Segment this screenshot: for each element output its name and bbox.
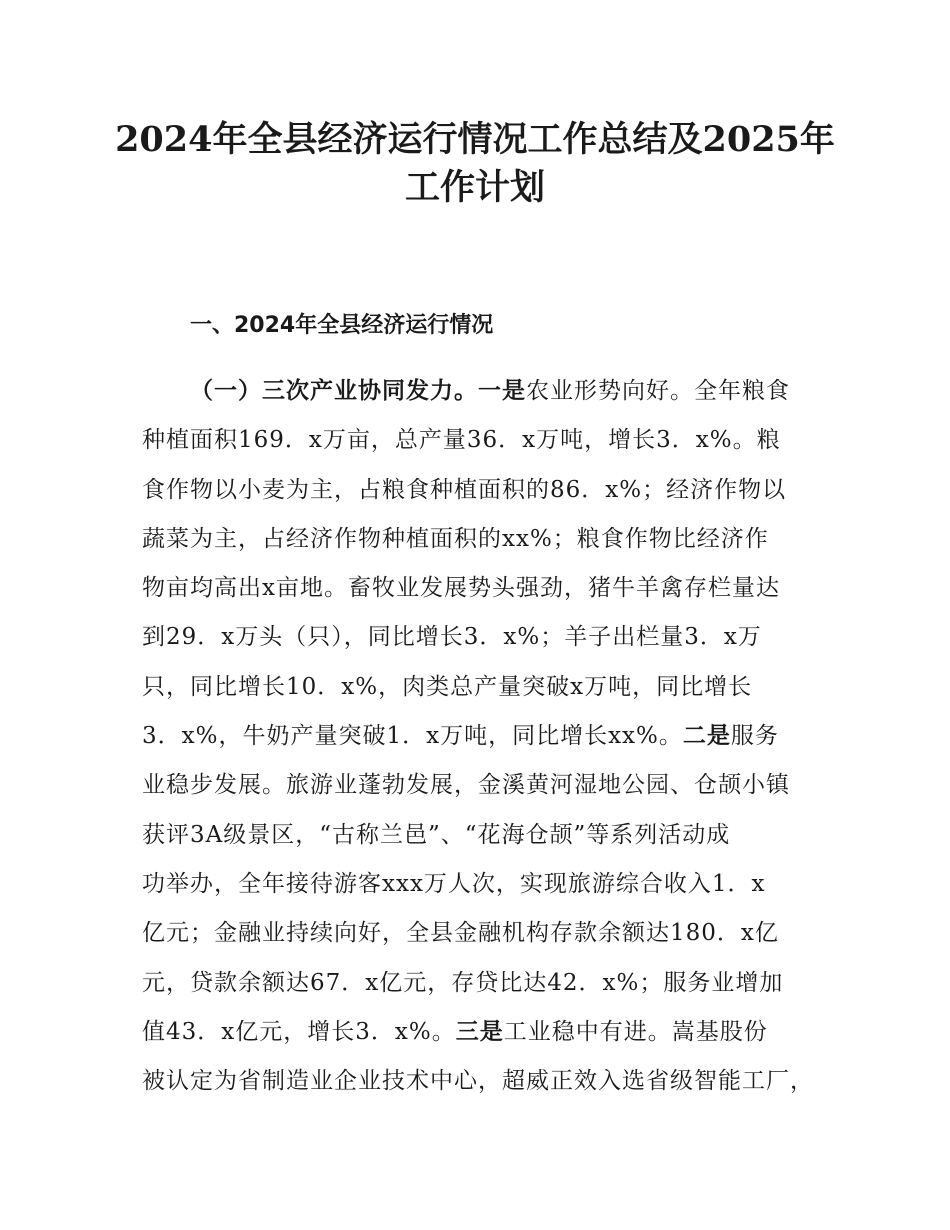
text-run: 食作物以小麦为主，占粮食种植面积的86．x%；经济作物以	[142, 476, 787, 503]
text-run: 元，贷款余额达67．x亿元，存贷比达42．x%；服务业增加	[142, 969, 784, 996]
paragraph-line	[142, 909, 832, 958]
body-paragraph	[142, 367, 832, 1106]
bold-text-run: 三是	[455, 1018, 504, 1045]
paragraph-line	[142, 860, 832, 909]
text-run: 农业形势向好。全年粮食	[526, 378, 790, 404]
document-title-line-2: 工作计划	[404, 167, 545, 208]
paragraph-line	[142, 613, 832, 662]
paragraph-line	[142, 564, 832, 613]
text-run: 物亩均高出x亩地。畜牧业发展势头强劲，猪牛羊禽存栏量达	[142, 575, 780, 602]
text-run: 被认定为省制造业企业技术中心，超威正效入选省级智能工厂，	[142, 1068, 814, 1095]
text-run: 种植面积169．x万亩，总产量36．x万吨，增长3．x%。粮	[142, 427, 781, 454]
text-run: 3．x%，牛奶产量突破1．x万吨，同比增长xx%。	[142, 723, 683, 750]
text-run: 亿元；金融业持续向好，全县金融机构存款余额达180．x亿	[142, 920, 779, 947]
text-run: 值43．x亿元，增长3．x%。	[142, 1018, 456, 1045]
paragraph-line	[142, 959, 832, 1008]
bold-text-run: 二是	[682, 723, 731, 750]
document-title-line-1: 2024年全县经济运行情况工作总结及2025年	[115, 119, 835, 160]
paragraph-line	[142, 367, 832, 416]
paragraph-line	[142, 761, 832, 810]
text-run: 只，同比增长10．x%，肉类总产量突破x万吨，同比增长	[142, 673, 753, 700]
paragraph-line	[142, 466, 832, 515]
paragraph-line	[142, 663, 832, 712]
section-heading: 一、2024年全县经济运行情况	[190, 313, 494, 338]
text-run: 业稳步发展。旅游业蓬勃发展，金溪黄河湿地公园、仓颉小镇	[142, 772, 790, 799]
paragraph-line	[142, 416, 832, 465]
paragraph-line	[142, 1008, 832, 1057]
text-run: 到29．x万头（只），同比增长3．x%；羊子出栏量3．x万	[142, 624, 762, 651]
bold-text-run: （一）三次产业协同发力。一是	[190, 378, 526, 404]
text-run: 功举办，全年接待游客xxx万人次，实现旅游综合收入1．x	[142, 870, 766, 897]
paragraph-line	[142, 811, 832, 860]
paragraph-line	[142, 515, 832, 564]
text-run: 服务	[730, 723, 779, 750]
paragraph-line	[142, 712, 832, 761]
text-run: 蔬菜为主，占经济作物种植面积的xx%；粮食作物比经济作	[142, 525, 769, 552]
paragraph-line	[142, 1057, 832, 1106]
text-run: 获评3A级景区，“古称兰邑”、“花海仓颉”等系列活动成	[142, 821, 731, 848]
text-run: 工业稳中有进。嵩基股份	[503, 1018, 768, 1045]
